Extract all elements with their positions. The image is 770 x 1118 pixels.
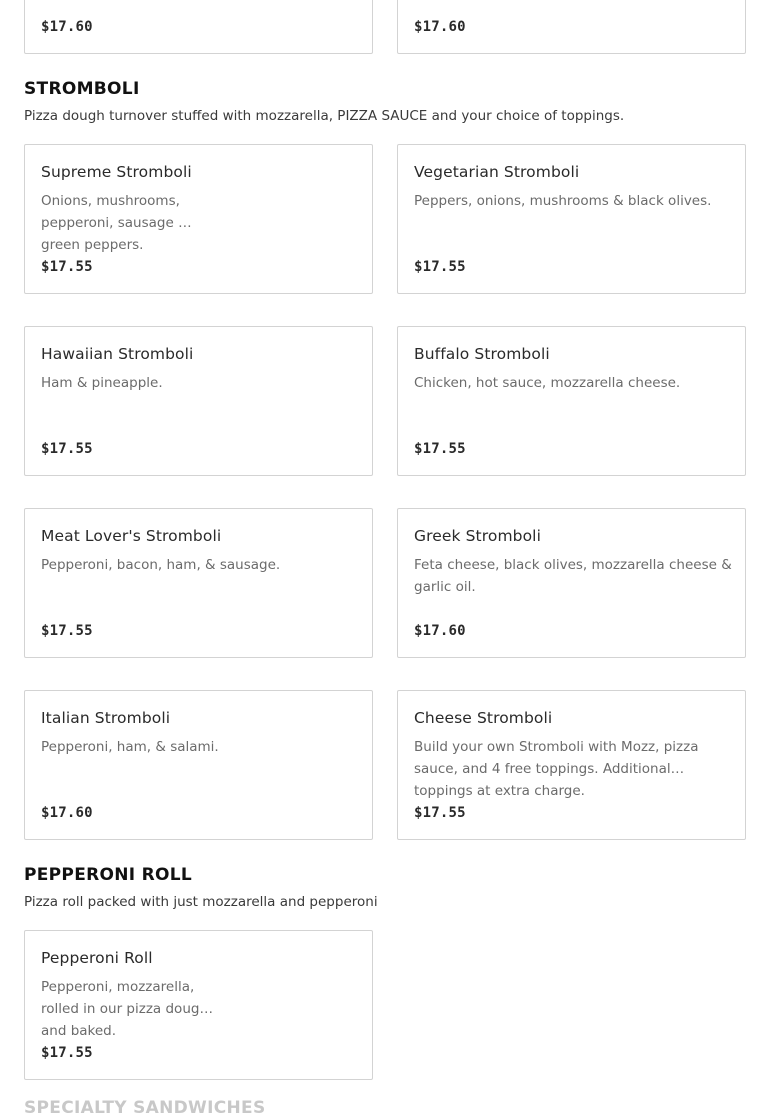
item-price: $17.55 — [414, 259, 466, 275]
menu-item-card[interactable] — [397, 326, 746, 476]
item-price: $17.55 — [41, 623, 93, 639]
section-description-stromboli: Pizza dough turnover stuffed with mozzarella, PIZZA SAUCE and your choice of toppings. — [24, 108, 625, 124]
item-description: Feta cheese, black olives, mozzarella cheese & garlic oil. — [414, 557, 732, 595]
menu-item-card[interactable] — [397, 690, 746, 840]
item-price: $17.60 — [41, 805, 93, 821]
item-description: Build your own Stromboli with Mozz, pizza sauce, and 4 free toppings. Additional toppings at extra charge. — [414, 739, 699, 799]
item-price: $17.55 — [41, 259, 93, 275]
item-description: Onions, mushrooms, pepperoni, sausage & green peppers. — [41, 193, 189, 253]
menu-item-card[interactable] — [24, 0, 373, 54]
item-price: $17.60 — [414, 19, 466, 35]
section-title-stromboli: STROMBOLI — [24, 79, 140, 99]
item-price: $17.55 — [414, 441, 466, 457]
item-description: Ham & pineapple. — [41, 375, 163, 391]
item-description: Peppers, onions, mushrooms & black olives. — [414, 193, 712, 209]
section-title-pepperoni-roll: PEPPERONI ROLL — [24, 865, 193, 885]
item-name: Greek Stromboli — [414, 527, 541, 545]
menu-item-card[interactable] — [24, 144, 373, 294]
item-price: $17.55 — [41, 1045, 93, 1061]
section-description-pepperoni-roll: Pizza roll packed with just mozzarella and pepperoni — [24, 894, 378, 910]
item-name: Cheese Stromboli — [414, 709, 553, 727]
item-name: Hawaiian Stromboli — [41, 345, 194, 363]
section-title-next: SPECIALTY SANDWICHES — [24, 1098, 266, 1118]
item-description: Pepperoni, ham, & salami. — [41, 739, 219, 755]
menu-item-card[interactable] — [397, 508, 746, 658]
item-description: Chicken, hot sauce, mozzarella cheese. — [414, 375, 681, 391]
item-name: Pepperoni Roll — [41, 949, 153, 967]
item-name: Italian Stromboli — [41, 709, 171, 727]
item-description: Pepperoni, bacon, ham, & sausage. — [41, 557, 281, 573]
item-price: $17.55 — [41, 441, 93, 457]
item-name: Supreme Stromboli — [41, 163, 192, 181]
menu-item-card[interactable] — [397, 0, 746, 54]
item-price: $17.55 — [414, 805, 466, 821]
menu-item-card[interactable] — [24, 326, 373, 476]
item-description: Pepperoni, mozzarella, rolled in our pizza dough and baked. — [41, 979, 209, 1039]
item-name: Vegetarian Stromboli — [414, 163, 580, 181]
menu-item-card[interactable] — [24, 930, 373, 1080]
item-name: Buffalo Stromboli — [414, 345, 550, 363]
menu-item-card[interactable] — [397, 144, 746, 294]
menu-item-card[interactable] — [24, 690, 373, 840]
item-name: Meat Lover's Stromboli — [41, 527, 222, 545]
item-price: $17.60 — [414, 623, 466, 639]
item-price: $17.60 — [41, 19, 93, 35]
menu-item-card[interactable] — [24, 508, 373, 658]
